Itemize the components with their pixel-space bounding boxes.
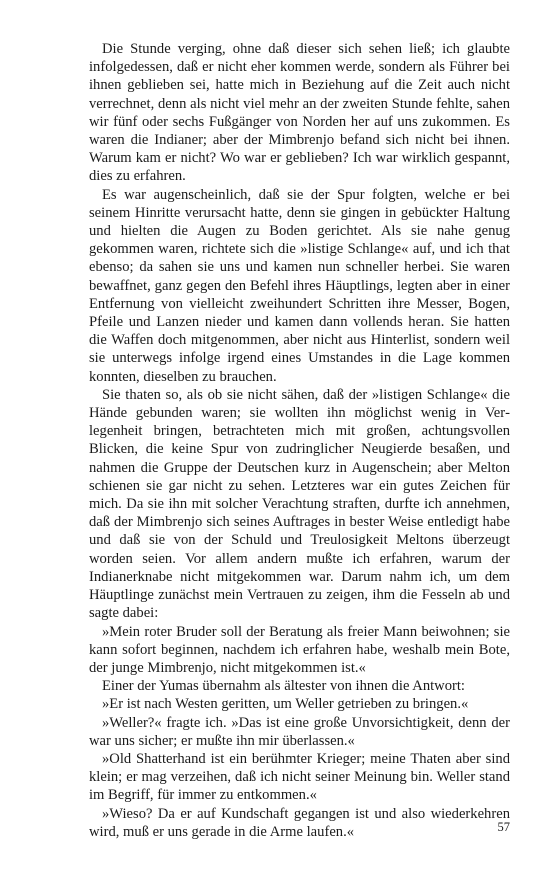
paragraph: Sie thaten so, als ob sie nicht sähen, daß der »listigen Schlange« die Hände gebunden waren; sie wollten ihn möglichst wenig in Verlegenheit bringen, betrachteten mich mit großen, achtungsvollen Blicken, die keine Spur von zudringlicher Neugierde besaßen, und nahmen die Gruppe der Deutschen kurz in Augenschein; aber Melton schienen sie gar nicht zu sehen. Letzteres war ein gutes Zeichen für mich. Da sie ihn mit solcher Verachtung straften, durfte ich annehmen, daß der Mimbrenjo sich seines Auftrages in bester Weise entledigt habe und daß sie von der Schuld und Treulosigkeit Meltons überzeugt worden seien. Vor allem andern mußte ich erfahren, warum der Indianerknabe nicht mitgekommen war. Darum nahm ich, um dem Häuptlinge zunächst mein Vertrauen zu zeigen, ihm die Fesseln ab und sagte dabei: <box>89 386 510 622</box>
paragraph: »Er ist nach Westen geritten, um Weller getrieben zu bringen.« <box>102 696 469 713</box>
page-body <box>89 40 510 841</box>
paragraph: »Old Shatterhand ist ein berühmter Krieger; meine Thaten aber sind klein; er mag verzeihen, daß ich nicht seiner Meinung bin. Weller stand im Begriff, für immer zu entkommen.« <box>89 750 510 804</box>
paragraph: Es war augenscheinlich, daß sie der Spur folgten, welche er bei seinem Hinritte verursacht hatte, denn sie gingen in gebückter Haltung und hielten die Augen zu Boden gerichtet. Als sie nahe genug gekommen waren, richtete sich die »listige Schlange« auf, und ich that ebenso; da sahen sie uns und kamen nun schneller herbei. Sie waren bewaffnet, ganz gegen den Befehl ihres Häuptlings, legten aber in einer Entfernung von vielleicht zweihundert Schritten ihre Messer, Bogen, Pfeile und Lanzen nieder und kamen dann vollends heran. Sie hatten die Waffen doch mitgenommen, aber nicht aus Hinterlist, sondern weil sie unterwegs infolge irgend eines Umstandes in die Lage kommen konnten, dieselben zu brauchen. <box>89 186 510 385</box>
paragraph: Die Stunde verging, ohne daß dieser sich sehen ließ; ich glaubte infolgedessen, daß er nicht eher kommen werde, sondern als Führer bei ihnen geblieben sei, hatte mich in Beziehung auf die Zeit auch nicht verrechnet, denn als nicht viel mehr an der zweiten Stunde fehlte, sahen wir fünf oder sechs Fußgänger von Norden her auf uns zukommen. Es waren die Indianer; aber der Mimbrenjo befand sich nicht bei ihnen. Warum kam er nicht? Wo war er geblieben? Ich war wirklich gespannt, dies zu erfahren. <box>89 41 510 185</box>
paragraph: »Mein roter Bruder soll der Beratung als freier Mann beiwohnen; sie kann sofort beginnen, nachdem ich erfahren habe, weshalb mein Bote, der junge Mimbrenjo, nicht mitgekommen ist.« <box>89 623 510 676</box>
paragraph: Einer der Yumas übernahm als ältester von ihnen die Antwort: <box>102 678 465 695</box>
paragraph: »Weller?« fragte ich. »Das ist eine große Unvorsichtigkeit, denn der war uns sicher; er mußte ihn mir überlassen.« <box>89 714 510 749</box>
paragraph: »Wieso? Da er auf Kundschaft gegangen ist und also wiederkehren wird, muß er uns gerade in die Arme laufen.« <box>89 805 510 840</box>
page-number: 57 <box>497 820 510 834</box>
